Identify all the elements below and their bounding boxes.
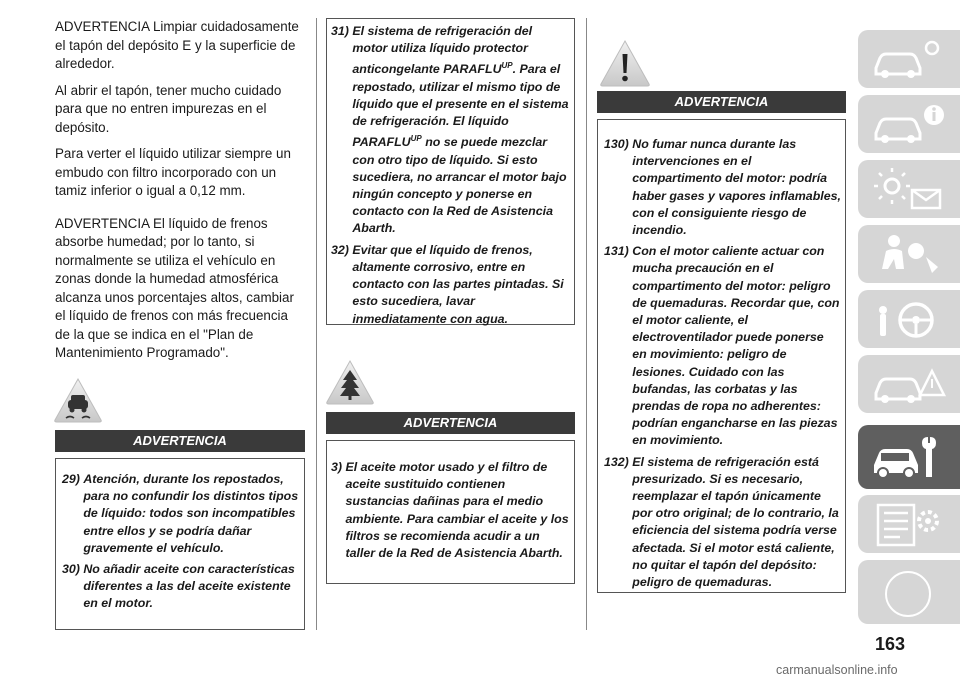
warning-box-29 (55, 458, 305, 630)
paragraph-2: Al abrir el tapón, tener mucho cuidado para que no entren impurezas en el depósito. (55, 82, 282, 135)
watermark-text: carmanualsonline.info (776, 663, 898, 677)
warning-item-30: 30) No añadir aceite con características diferentes a las del aceite existente en el motor. (62, 562, 295, 611)
warning-item-130: 130) No fumar nunca durante las intervenciones en el compartimento del motor: podría haber gases y vapores inflamables, con el consiguiente riesgo de incendio. (604, 137, 841, 238)
tab-alphabetical-index[interactable] (858, 560, 960, 624)
car-info-icon (870, 99, 950, 149)
warning-header-3: ADVERTENCIA (326, 412, 575, 434)
tab-dashboard-lights[interactable] (858, 160, 960, 218)
warning-box-3 (326, 440, 575, 584)
tab-maintenance[interactable] (858, 425, 960, 489)
tab-car-overview[interactable] (858, 30, 960, 88)
technical-data-icon (870, 499, 950, 549)
alphabetical-index-icon (870, 564, 950, 620)
safety-airbag-icon (870, 229, 950, 279)
paragraph-1: ADVERTENCIA Limpiar cuidadosamente el tapón del depósito E y la superficie de alrededor. (55, 19, 299, 71)
warning-header-29: ADVERTENCIA (55, 430, 305, 452)
warning-item-31: 31) El sistema de refrigeración del motor utiliza líquido protector anticongelante $PARAFLU^{UP}$. Para el repostado, utilizar el mismo tipo de líquido que el presente en el sistema de refrigeración. El líquido $PARAFLU^{UP}$ no se puede mezclar con otro tipo de líquido. Si esto sucediera, no arrancar el motor bajo ningún concepto y ponerse en contacto con la Red de Asistencia Abarth. (331, 24, 569, 236)
tab-starting-driving[interactable] (858, 290, 960, 348)
starting-driving-icon (870, 294, 950, 344)
car-overview-icon (870, 34, 950, 84)
warning-item-3: 3) El aceite motor usado y el filtro de aceite sustituido contienen sustancias dañinas para el medio ambiente. Para cambiar el aceite y los filtros se recomienda acudir a un taller de la Red de Asistencia Abarth. (331, 460, 569, 561)
paragraph-4: ADVERTENCIA El líquido de frenos absorbe humedad; por lo tanto, si normalmente se utiliza el vehículo en zonas donde la humedad atmosférica alcanza unos porcentajes altos, cambiar el líquido de frenos con más frecuencia de la que se indica en el "Plan de Mantenimiento Programado". (55, 215, 294, 360)
warning-box-31 (326, 18, 575, 325)
maintenance-car-wrench-icon (870, 429, 950, 485)
paragraph-3: Para verter el líquido utilizar siempre un embudo con filtro incorporado con un tamiz inferior o igual a 0,12 mm. (55, 146, 291, 198)
tab-technical-data[interactable] (858, 495, 960, 553)
left-column-text (55, 18, 305, 371)
exclamation-warning-icon (598, 38, 652, 93)
slippery-road-icon (52, 376, 104, 429)
tab-car-info[interactable] (858, 95, 960, 153)
warning-box-130 (597, 119, 846, 593)
column-divider-2 (586, 18, 587, 630)
page-number: 163 (874, 634, 906, 654)
warning-item-132: 132) El sistema de refrigeración está presurizado. Si es necesario, reemplazar el tapón únicamente por otro original; de lo contrario, la eficiencia del sistema podría verse afectada. Si el motor está caliente, no quitar el tapón del depósito: peligro de quemaduras. (604, 454, 839, 590)
warning-item-32: 32) Evitar que el líquido de frenos, altamente corrosivo, entre en contacto con las partes pintadas. Si esto sucediera, lavar inmediatamente con agua. (331, 242, 564, 326)
tab-emergency[interactable] (858, 355, 960, 413)
warning-item-29: 29) Atención, durante los repostados, para no confundir los distintos tipos de líquido: todos son incompatibles entre ellos y se podría dañar gravemente el vehículo. (62, 472, 299, 555)
column-divider-1 (316, 18, 317, 630)
dashboard-lights-icon (870, 164, 950, 214)
warning-header-130: ADVERTENCIA (597, 91, 846, 113)
tab-safety-airbag[interactable] (858, 225, 960, 283)
environment-tree-icon (324, 358, 376, 411)
emergency-icon (870, 359, 950, 409)
warning-item-131: 131) Con el motor caliente actuar con mucha precaución en el compartimento del motor: peligro de quemaduras. Recordar que, con el motor caliente, el electroventilador puede ponerse en movimiento: peligro de lesiones. Cuidado con las bufandas, las corbatas y las prendas de ropa no adherentes: podrían engancharse en las piezas en movimiento. (604, 244, 840, 448)
